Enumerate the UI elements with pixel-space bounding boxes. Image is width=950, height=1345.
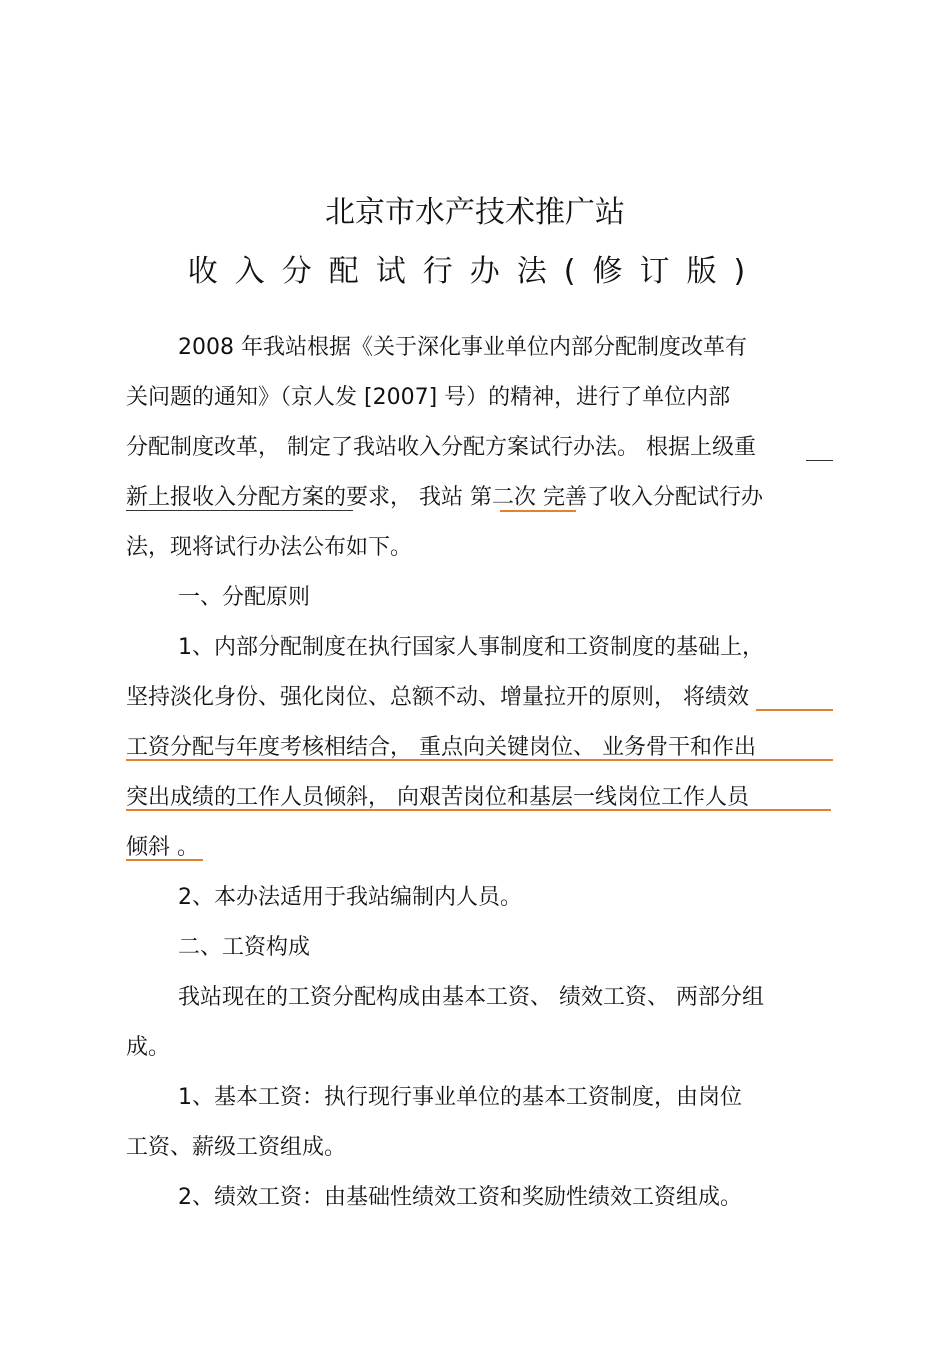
revision-underline [756,709,833,711]
paragraph-line: 2、本办法适用于我站编制内人员。 [178,885,522,910]
paragraph-line: 坚持淡化身份、强化岗位、总额不动、增量拉开的原则， 将绩效 [126,685,749,710]
paragraph-line: 2、绩效工资：由基础性绩效工资和奖励性绩效工资组成。 [178,1185,742,1210]
document-subtitle: 收入分配试行办法(修订版) [187,254,763,289]
paragraph-line: 我站现在的工资分配构成由基本工资、 绩效工资、 两部分组 [178,985,764,1010]
revision-underline [126,809,831,811]
paragraph-line: 倾斜 。 [126,835,199,860]
paragraph-line: 工资、薪级工资组成。 [126,1135,347,1160]
paragraph-line: 新上报收入分配方案的要求， 我站 第二次 完善了收入分配试行办 [126,485,763,510]
paragraph-line: 工资分配与年度考核相结合， 重点向关键岗位、 业务骨干和作出 [126,735,756,760]
revision-underline [126,510,353,511]
revision-underline [126,859,203,861]
revision-underline [126,759,833,761]
revision-underline [806,460,833,461]
document-title: 北京市水产技术推广站 [325,195,625,230]
paragraph-line: 1、基本工资：执行现行事业单位的基本工资制度，由岗位 [178,1085,742,1110]
paragraph-line: 分配制度改革， 制定了我站收入分配方案试行办法。 根据上级重 [126,435,756,460]
revision-underline [500,510,576,512]
section-heading: 一、分配原则 [178,585,311,610]
section-heading: 二、工资构成 [178,935,311,960]
paragraph-line: 突出成绩的工作人员倾斜， 向艰苦岗位和基层一线岗位工作人员 [126,785,749,810]
paragraph-line: 关问题的通知》（京人发 [2007] 号）的精神，进行了单位内部 [126,385,731,410]
paragraph-line: 1、内部分配制度在执行国家人事制度和工资制度的基础上， [178,635,764,660]
paragraph-line: 成。 [126,1035,171,1060]
paragraph-line: 2008 年我站根据《关于深化事业单位内部分配制度改革有 [178,335,747,360]
paragraph-line: 法，现将试行办法公布如下。 [126,535,413,560]
